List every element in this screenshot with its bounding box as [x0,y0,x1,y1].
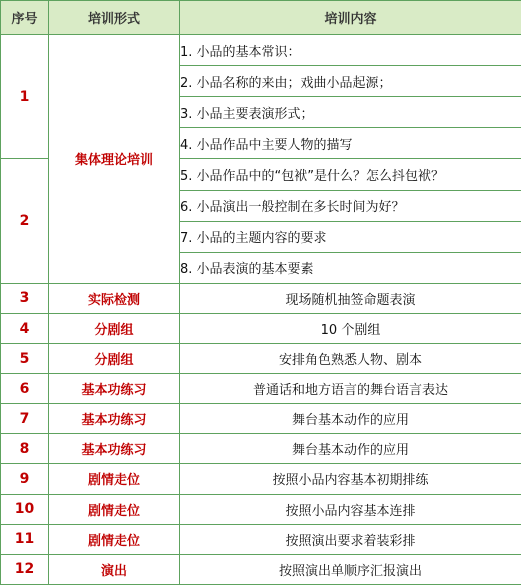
content-item: 8. 小品表演的基本要素 [180,252,521,283]
header-form: 培训形式 [49,1,180,35]
row-number: 1 [1,35,49,159]
content-item: 4. 小品作品中主要人物的描写 [180,128,521,159]
table-row [1,35,521,66]
training-content: 舞台基本动作的应用 [180,404,521,434]
training-form: 分剧组 [49,313,180,343]
content-item: 1. 小品的基本常识： [180,35,521,66]
training-content: 安排角色熟悉人物、剧本 [180,344,521,374]
row-number: 2 [1,159,49,283]
training-content: 按照小品内容基本连排 [180,494,521,524]
training-form: 剧情走位 [49,524,180,554]
training-form: 基本功练习 [49,404,180,434]
training-content: 按照演出要求着装彩排 [180,524,521,554]
table-row [1,404,521,434]
training-content: 按照小品内容基本初期排练 [180,464,521,494]
content-item: 7. 小品的主题内容的要求 [180,221,521,252]
row-number: 5 [1,344,49,374]
training-form: 剧情走位 [49,494,180,524]
row-number: 9 [1,464,49,494]
training-content: 10 个剧组 [180,313,521,343]
training-form: 集体理论培训 [49,35,180,284]
header-content: 培训内容 [180,1,521,35]
training-content: 按照演出单顺序汇报演出 [180,554,521,584]
training-content: 舞台基本动作的应用 [180,434,521,464]
row-number: 12 [1,554,49,584]
row-number: 3 [1,283,49,313]
training-content: 普通话和地方语言的舞台语言表达 [180,374,521,404]
training-form: 基本功练习 [49,374,180,404]
row-number: 7 [1,404,49,434]
table-row [1,434,521,464]
table-row [1,344,521,374]
training-form: 基本功练习 [49,434,180,464]
table-row [1,283,521,313]
table-row [1,494,521,524]
content-item: 5. 小品作品中的“包袱”是什么？怎么抖包袱？ [180,159,521,190]
row-number: 4 [1,313,49,343]
table-row [1,313,521,343]
row-number: 8 [1,434,49,464]
training-form: 演出 [49,554,180,584]
table-row [1,374,521,404]
content-item: 2. 小品名称的来由；戏曲小品起源； [180,66,521,97]
table-row [1,524,521,554]
row-number: 11 [1,524,49,554]
training-form: 剧情走位 [49,464,180,494]
row-number: 6 [1,374,49,404]
table-row [1,464,521,494]
content-item: 6. 小品演出一般控制在多长时间为好？ [180,190,521,221]
content-item: 3. 小品主要表演形式； [180,97,521,128]
training-content: 现场随机抽签命题表演 [180,283,521,313]
row-number: 10 [1,494,49,524]
training-form: 实际检测 [49,283,180,313]
header-no: 序号 [1,1,49,35]
training-form: 分剧组 [49,344,180,374]
table-row [1,554,521,584]
header-row [1,1,521,35]
